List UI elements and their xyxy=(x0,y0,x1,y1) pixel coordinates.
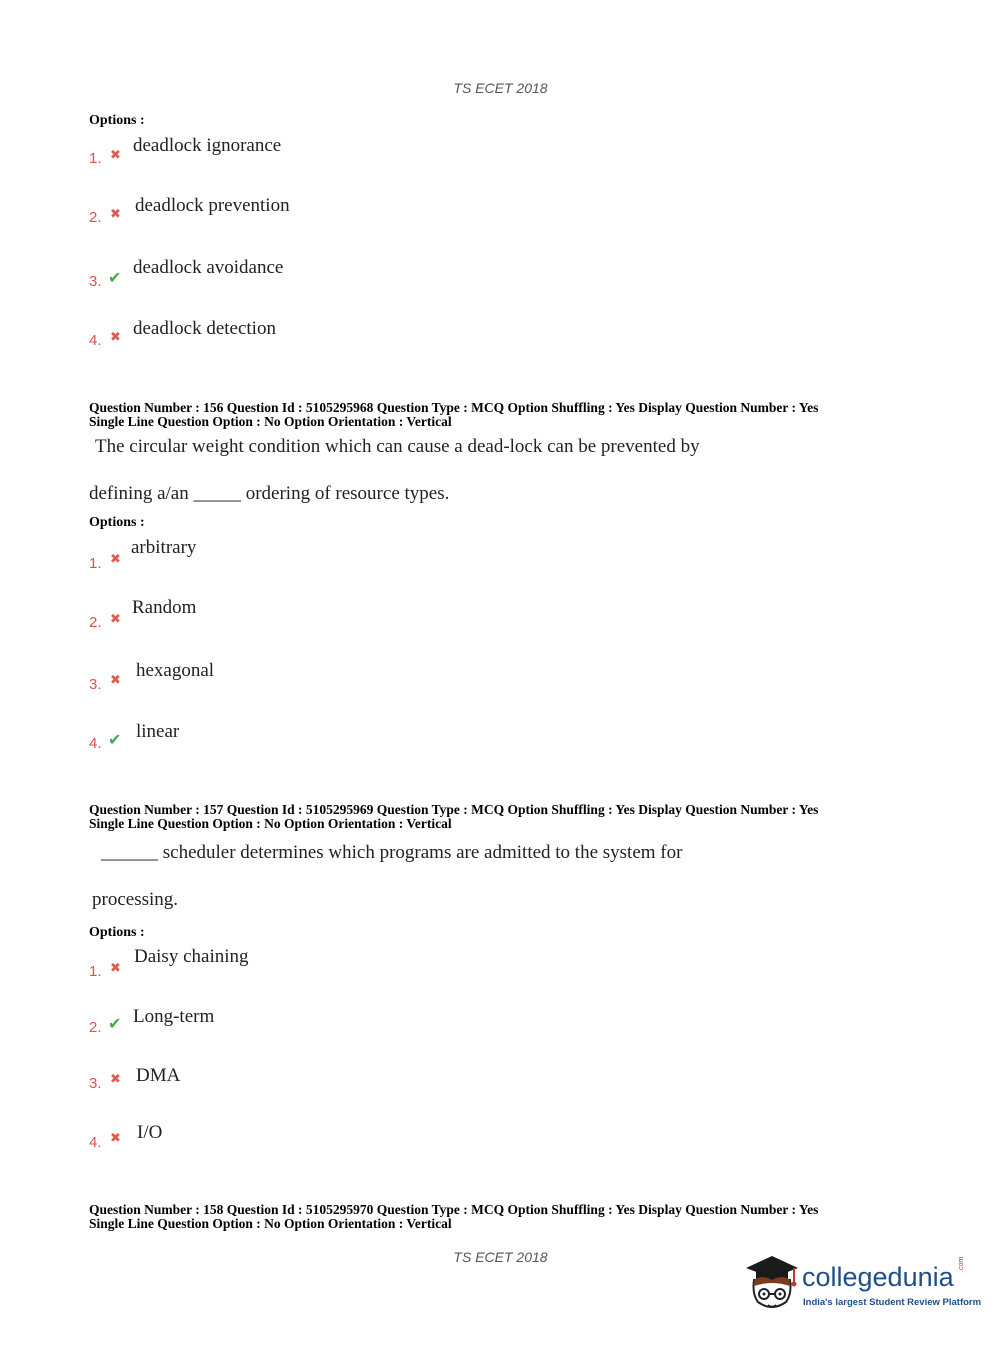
option-text[interactable]: deadlock detection xyxy=(133,318,276,339)
logo-superscript: .com xyxy=(958,1256,965,1272)
question-meta: Single Line Question Option : No Option Orientation : Vertical xyxy=(89,816,452,831)
question-text: defining a/an _____ ordering of resource types. xyxy=(89,483,450,504)
wrong-mark-icon: ✖ xyxy=(110,1131,121,1146)
option-number: 3. xyxy=(89,273,102,290)
option-text[interactable]: deadlock ignorance xyxy=(133,135,282,156)
correct-check-icon: ✔ xyxy=(108,1014,122,1033)
wrong-mark-icon: ✖ xyxy=(110,612,121,627)
mascot-icon xyxy=(742,1250,802,1320)
wrong-mark-icon: ✖ xyxy=(110,673,121,688)
option-text[interactable]: Random xyxy=(132,597,197,618)
correct-check-icon: ✔ xyxy=(108,268,122,287)
option-number: 1. xyxy=(89,150,102,167)
option-number: 3. xyxy=(89,676,102,693)
logo-tagline: India's largest Student Review Platform xyxy=(803,1297,982,1308)
options-label: Options : xyxy=(89,925,145,940)
option-text[interactable]: arbitrary xyxy=(131,537,197,558)
wrong-mark-icon: ✖ xyxy=(110,1072,121,1087)
question-meta: Question Number : 156 Question Id : 5105295968 Question Type : MCQ Option Shuffling : Yes Display Question Number : Yes xyxy=(89,400,819,415)
option-text[interactable]: I/O xyxy=(137,1122,163,1143)
wrong-mark-icon: ✖ xyxy=(110,207,121,222)
wrong-mark-icon: ✖ xyxy=(110,552,121,567)
collegedunia-logo xyxy=(742,1250,982,1320)
option-number: 3. xyxy=(89,1075,102,1092)
correct-check-icon: ✔ xyxy=(108,730,122,749)
option-text[interactable]: deadlock prevention xyxy=(135,195,290,216)
wrong-mark-icon: ✖ xyxy=(110,148,121,163)
question-meta: Single Line Question Option : No Option Orientation : Vertical xyxy=(89,414,452,429)
option-text[interactable]: linear xyxy=(136,721,180,742)
option-number: 4. xyxy=(89,735,102,752)
option-number: 1. xyxy=(89,963,102,980)
option-text[interactable]: DMA xyxy=(136,1065,181,1086)
question-meta: Question Number : 157 Question Id : 5105295969 Question Type : MCQ Option Shuffling : Yes Display Question Number : Yes xyxy=(89,802,819,817)
options-label: Options : xyxy=(89,515,145,530)
wrong-mark-icon: ✖ xyxy=(110,330,121,345)
question-text: processing. xyxy=(92,889,179,910)
option-number: 4. xyxy=(89,332,102,349)
option-text[interactable]: Daisy chaining xyxy=(134,946,249,967)
options-label: Options : xyxy=(89,113,145,128)
logo-name: collegedunia xyxy=(802,1262,954,1292)
wrong-mark-icon: ✖ xyxy=(110,961,121,976)
option-text[interactable]: deadlock avoidance xyxy=(133,257,284,278)
option-number: 2. xyxy=(89,614,102,631)
question-text: ______ scheduler determines which programs are admitted to the system for xyxy=(101,842,683,863)
option-number: 2. xyxy=(89,1019,102,1036)
option-number: 1. xyxy=(89,555,102,572)
page-footer: TS ECET 2018 xyxy=(453,1249,548,1265)
question-text: The circular weight condition which can cause a dead-lock can be prevented by xyxy=(95,436,700,457)
option-number: 2. xyxy=(89,209,102,226)
option-number: 4. xyxy=(89,1134,102,1151)
question-meta: Question Number : 158 Question Id : 5105295970 Question Type : MCQ Option Shuffling : Yes Display Question Number : Yes xyxy=(89,1202,819,1217)
option-text[interactable]: Long-term xyxy=(133,1006,215,1027)
page-header: TS ECET 2018 xyxy=(453,80,548,96)
option-text[interactable]: hexagonal xyxy=(136,660,215,681)
question-meta: Single Line Question Option : No Option Orientation : Vertical xyxy=(89,1216,452,1231)
